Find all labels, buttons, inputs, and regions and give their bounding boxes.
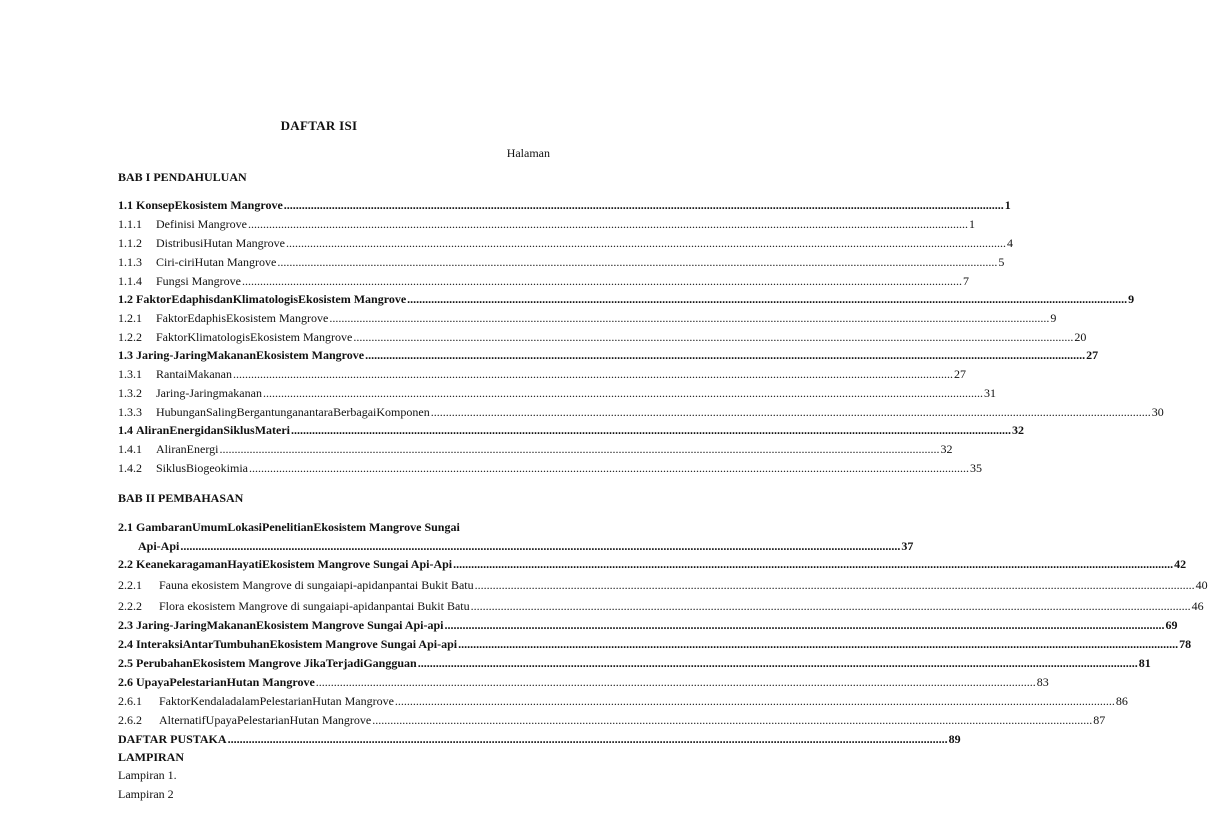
toc-entry-1-4[interactable]: 1.4 AliranEnergidanSiklusMateri ..... 32 bbox=[118, 423, 530, 438]
toc-entry-1-1-3[interactable]: 1.1.3 Ciri-ciriHutan Mangrove ..... 5 bbox=[118, 255, 530, 270]
toc-entry-daftar-pustaka[interactable]: DAFTAR PUSTAKA ..... 89 bbox=[118, 732, 530, 747]
toc-entry-2-6-2[interactable]: 2.6.2 AlternatifUpayaPelestarianHutan Mangrove ..... 87 bbox=[118, 713, 530, 728]
toc-entry-2-4[interactable]: 2.4 InteraksiAntarTumbuhanEkosistem Mangrove Sungai Api-api ..... 78 bbox=[118, 637, 530, 652]
toc-entry-2-1[interactable]: Api-Api ..... 37 bbox=[138, 539, 530, 554]
toc-entry-1-2-1[interactable]: 1.2.1 FaktorEdaphisEkosistem Mangrove ..... 9 bbox=[118, 311, 530, 326]
toc-entry-1-1[interactable]: 1.1 KonsepEkosistem Mangrove ..... 1 bbox=[118, 198, 530, 213]
toc-entry-2-2-1[interactable]: 2.2.1 Fauna ekosistem Mangrove di sungaiapi-apidanpantai Bukit Batu ..... 40 bbox=[118, 578, 530, 593]
toc-entry-1-3-2[interactable]: 1.3.2 Jaring-Jaringmakanan ..... 31 bbox=[118, 386, 530, 401]
toc-entry-2-3[interactable]: 2.3 Jaring-JaringMakananEkosistem Mangrove Sungai Api-api ..... 69 bbox=[118, 618, 530, 633]
lampiran-item-1[interactable]: Lampiran 1. bbox=[118, 768, 177, 782]
toc-entry-1-3-1[interactable]: 1.3.1 RantaiMakanan ..... 27 bbox=[118, 367, 530, 382]
toc-entry-2-2-2[interactable]: 2.2.2 Flora ekosistem Mangrove di sungaiapi-apidanpantai Bukit Batu ..... 46 bbox=[118, 599, 530, 614]
toc-entry-1-4-1[interactable]: 1.4.1 AliranEnergi ..... 32 bbox=[118, 442, 530, 457]
lampiran-heading[interactable]: LAMPIRAN bbox=[118, 750, 184, 764]
halaman-label: Halaman bbox=[506, 146, 550, 160]
toc-entry-1-2[interactable]: 1.2 FaktorEdaphisdanKlimatologisEkosistem Mangrove ..... 9 bbox=[118, 292, 530, 307]
page-title: DAFTAR ISI bbox=[280, 118, 358, 133]
toc-entry-2-1-line1[interactable]: 2.1 GambaranUmumLokasiPenelitianEkosistem Mangrove Sungai bbox=[118, 520, 460, 534]
toc-entry-2-2[interactable]: 2.2 KeanekaragamanHayatiEkosistem Mangrove Sungai Api-Api ..... 42 bbox=[118, 557, 530, 572]
toc-entry-2-6-1[interactable]: 2.6.1 FaktorKendaladalamPelestarianHutan Mangrove ..... 86 bbox=[118, 694, 530, 709]
toc-entry-1-3[interactable]: 1.3 Jaring-JaringMakananEkosistem Mangrove ..... 27 bbox=[118, 348, 530, 363]
toc-entry-2-6[interactable]: 2.6 UpayaPelestarianHutan Mangrove ..... 83 bbox=[118, 675, 530, 690]
lampiran-item-2[interactable]: Lampiran 2 bbox=[118, 787, 174, 801]
toc-entry-1-3-3[interactable]: 1.3.3 HubunganSalingBergantunganantaraBerbagaiKomponen ..... 30 bbox=[118, 405, 530, 420]
toc-entry-1-1-4[interactable]: 1.1.4 Fungsi Mangrove ..... 7 bbox=[118, 274, 530, 289]
bab2-heading: BAB II PEMBAHASAN bbox=[118, 491, 244, 505]
toc-entry-2-5[interactable]: 2.5 PerubahanEkosistem Mangrove JikaTerjadiGangguan ..... 81 bbox=[118, 656, 530, 671]
toc-entry-1-1-2[interactable]: 1.1.2 DistribusiHutan Mangrove ..... 4 bbox=[118, 236, 530, 251]
toc-entry-1-4-2[interactable]: 1.4.2 SiklusBiogeokimia ..... 35 bbox=[118, 461, 530, 476]
toc-entry-1-2-2[interactable]: 1.2.2 FaktorKlimatologisEkosistem Mangrove ..... 20 bbox=[118, 330, 530, 345]
toc-entry-1-1-1[interactable]: 1.1.1 Definisi Mangrove ..... 1 bbox=[118, 217, 530, 232]
bab1-heading: BAB I PENDAHULUAN bbox=[118, 170, 247, 184]
